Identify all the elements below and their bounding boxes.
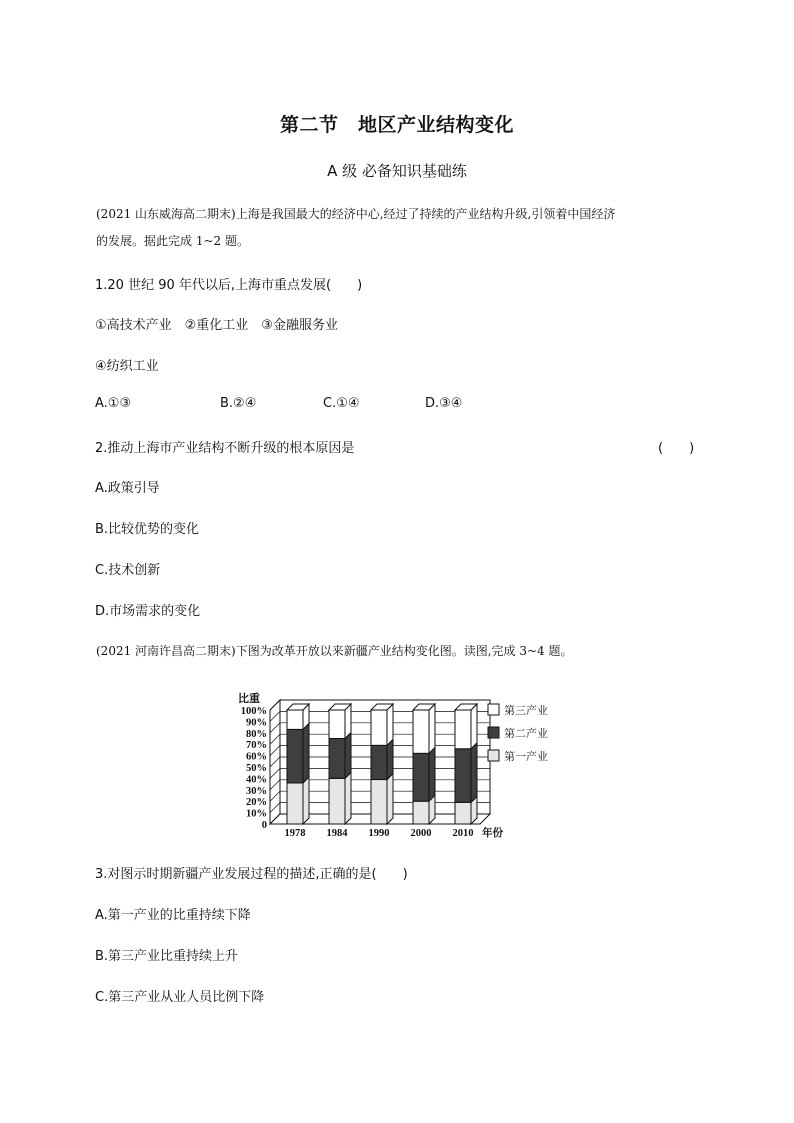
question-1-items-line-2: ④纺织工业 — [95, 359, 159, 374]
y-tick-label-0: 0 — [261, 820, 267, 831]
x-tick-label-1978: 1978 — [284, 828, 306, 839]
question-1-option-d[interactable]: D.③④ — [425, 396, 463, 411]
question-3-option-c[interactable]: C.第三产业从业人员比例下降 — [95, 990, 265, 1005]
section-subtitle: A 级 必备知识基础练 — [327, 162, 467, 180]
legend-label-2: 第一产业 — [504, 751, 548, 763]
question-1-option-b[interactable]: B.②④ — [220, 396, 257, 411]
bar-2000-series-1 — [413, 753, 429, 801]
bar-2010-series-2 — [455, 710, 471, 749]
legend-label-0: 第三产业 — [504, 705, 548, 717]
question-2-option-d[interactable]: D.市场需求的变化 — [95, 604, 201, 619]
intro-1-line-1: (2021 山东威海高二期末)上海是我国最大的经济中心,经过了持续的产业结构升级,引领着中国经济 — [96, 207, 616, 221]
question-1-option-c[interactable]: C.①④ — [323, 396, 360, 411]
bar-1984-series-0 — [329, 778, 345, 824]
chart-svg — [230, 684, 560, 844]
question-2-stem: 2.推动上海市产业结构不断升级的根本原因是 — [95, 441, 355, 456]
bar-2000-series-2 — [413, 710, 429, 753]
bar-1978-series-2 — [287, 710, 303, 729]
question-1-items-line-1: ①高技术产业 ②重化工业 ③金融服务业 — [95, 318, 338, 333]
bar-side-1990-series-0 — [387, 774, 393, 824]
bar-1984-series-2 — [329, 710, 345, 739]
y-axis-label: 比重 — [238, 693, 260, 705]
legend-swatch-1 — [488, 727, 499, 738]
bar-side-2010-series-2 — [471, 704, 477, 749]
question-1-stem: 1.20 世纪 90 年代以后,上海市重点发展( ) — [95, 278, 363, 293]
question-3-option-b[interactable]: B.第三产业比重持续上升 — [95, 949, 239, 964]
bar-1978-series-1 — [287, 729, 303, 783]
bar-1990-series-2 — [371, 710, 387, 745]
bar-2010-series-0 — [455, 802, 471, 824]
y-tick-label-9: 90% — [246, 717, 267, 729]
y-tick-label-10: 100% — [240, 706, 267, 717]
intro-1-line-2: 的发展。据此完成 1~2 题。 — [96, 234, 249, 248]
legend-label-1: 第二产业 — [504, 728, 548, 740]
y-tick-label-6: 60% — [246, 751, 267, 763]
y-tick-label-5: 50% — [246, 763, 267, 774]
bar-2000-series-0 — [413, 801, 429, 824]
x-tick-label-2000: 2000 — [410, 828, 432, 839]
intro-2: (2021 河南许昌高二期末)下图为改革开放以来新疆产业结构变化图。读图,完成 3~4 题。 — [96, 644, 573, 658]
bar-1990-series-0 — [371, 780, 387, 824]
bar-side-1990-series-2 — [387, 704, 393, 745]
y-tick-label-7: 70% — [246, 740, 267, 752]
x-axis-label: 年份 — [482, 828, 503, 839]
question-2-answer-bracket: ( ) — [658, 441, 695, 456]
bar-side-1984-series-1 — [345, 733, 351, 779]
y-tick-label-4: 40% — [246, 774, 267, 786]
y-tick-label-3: 30% — [246, 785, 267, 797]
question-2-option-b[interactable]: B.比较优势的变化 — [95, 522, 200, 537]
x-tick-label-2010: 2010 — [452, 828, 474, 839]
industry-structure-chart — [230, 684, 560, 844]
bar-side-1978-series-1 — [303, 723, 309, 783]
question-2-option-c[interactable]: C.技术创新 — [95, 563, 161, 578]
bar-1984-series-1 — [329, 739, 345, 779]
bar-side-2000-series-1 — [429, 747, 435, 801]
bar-1990-series-1 — [371, 745, 387, 779]
bar-2010-series-1 — [455, 749, 471, 803]
y-tick-label-2: 20% — [246, 797, 267, 809]
question-3-stem: 3.对图示时期新疆产业发展过程的描述,正确的是( ) — [95, 867, 408, 882]
question-3-option-a[interactable]: A.第一产业的比重持续下降 — [95, 908, 251, 923]
bar-side-2000-series-2 — [429, 704, 435, 753]
x-tick-label-1990: 1990 — [368, 828, 390, 839]
x-tick-label-1984: 1984 — [326, 828, 348, 839]
bar-side-1990-series-1 — [387, 739, 393, 779]
y-tick-label-1: 10% — [246, 808, 267, 820]
bar-side-2010-series-1 — [471, 743, 477, 803]
question-2-option-a[interactable]: A.政策引导 — [95, 481, 160, 496]
legend-swatch-2 — [488, 750, 499, 761]
bar-side-1984-series-0 — [345, 772, 351, 824]
y-tick-label-8: 80% — [246, 728, 267, 740]
question-1-option-a[interactable]: A.①③ — [95, 396, 132, 411]
bar-1978-series-0 — [287, 783, 303, 824]
page-title: 第二节 地区产业结构变化 — [279, 114, 514, 136]
legend-swatch-0 — [488, 704, 499, 715]
bar-side-1978-series-0 — [303, 777, 309, 824]
